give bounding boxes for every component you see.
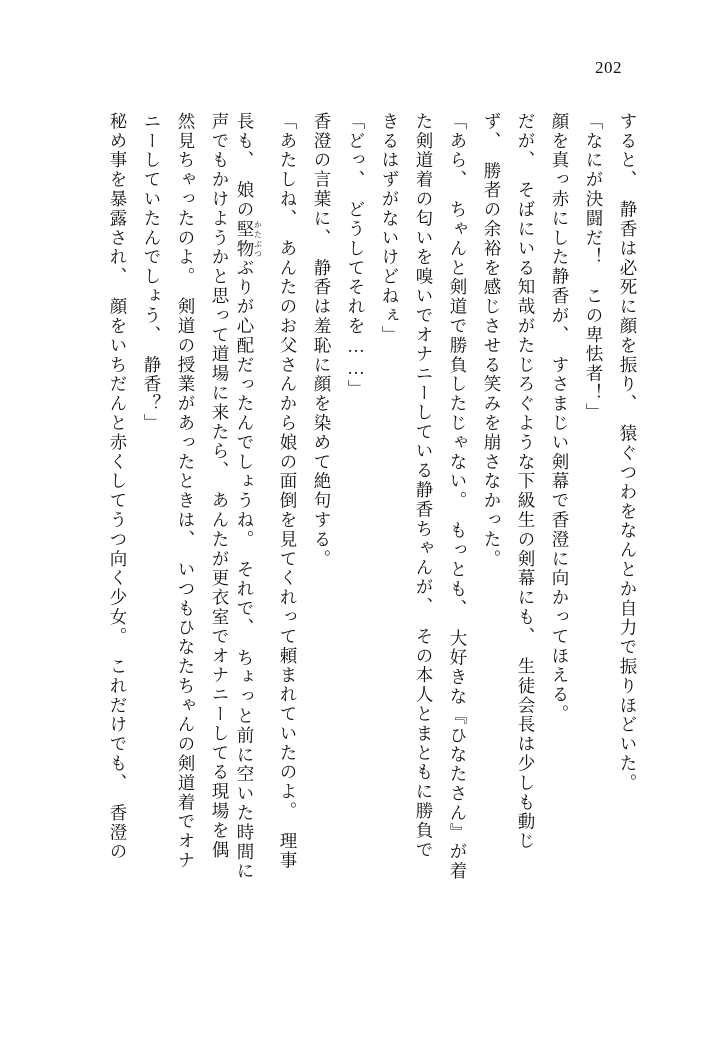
- text-column: 「どっ、 どうしてそれを……」: [346, 112, 366, 400]
- text-column: 「なにが決闘だ！ この卑怯者！」: [584, 112, 604, 423]
- text-column: 声でもかけようかと思って道場に来たら、 あんたが更衣室でオナニーしてる現場を偶: [210, 112, 230, 860]
- page-number: 202: [595, 58, 622, 77]
- text-column: 香澄の言葉に、 静香は羞恥に顔を染めて絶句する。: [312, 112, 332, 569]
- text-column: ず、 勝者の余裕を感じさせる笑みを崩さなかった。: [482, 112, 502, 569]
- text-column: た剣道着の匂いを嗅いでオナニーしている静香ちゃんが、 その本人とまともに勝負で: [414, 112, 434, 860]
- text-column: 長も、 娘の堅物かたぶつぶりが心配だったんでしょうね。 それで、 ちょっと前に空いた時間に: [235, 112, 263, 882]
- text-column: 「あたしね、 あんたのお父さんから娘の面倒を見てくれって頼まれていたのよ。 理事: [278, 112, 298, 871]
- text-column: 然見ちゃったのよ。 剣道の授業があったときは、 いつもひなたちゃんの剣道着でオナ: [176, 112, 196, 871]
- text-column: ニーしていたんでしょう、 静香？」: [142, 112, 162, 434]
- text-column: だが、 そばにいる知哉がたじろぐような下級生の剣幕にも、 生徒会長は少しも動じ: [516, 112, 536, 852]
- page-text-body: [72, 112, 636, 988]
- text-column: 「あら、 ちゃんと剣道で勝負したじゃない。 もっとも、 大好きな『ひなたさん』が着: [448, 112, 468, 882]
- text-column: 顔を真っ赤にした静香が、 すさまじい剣幕で香澄に向かってほえる。: [550, 112, 570, 725]
- text-column: きるはずがないけどねぇ」: [380, 112, 400, 345]
- text-column: すると、 静香は必死に顔を振り、 猿ぐつわをなんとか自力で振りほどいた。: [618, 112, 638, 793]
- text-column: 秘め事を暴露され、 顔をいちだんと赤くしてうつ向く少女。 これだけでも、 香澄の: [108, 112, 128, 862]
- ruby-annotation: 堅物かたぶつ: [235, 219, 263, 259]
